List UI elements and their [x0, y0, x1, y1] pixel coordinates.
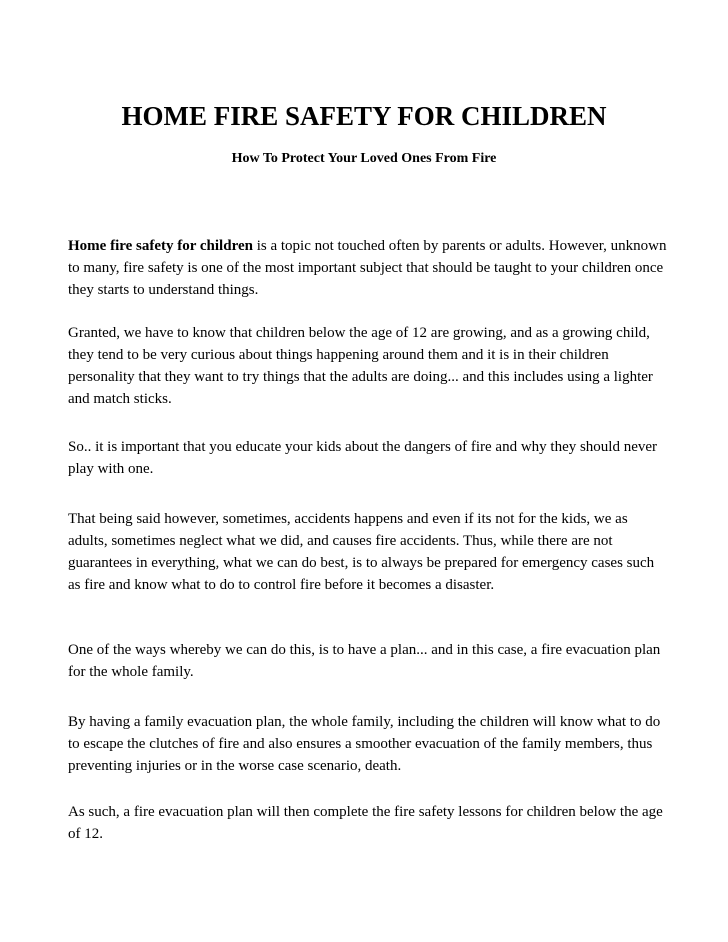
paragraph: Granted, we have to know that children below the age of 12 are growing, and as a growing child, they tend to be very curious about things happening around them and it is in their children personality that they want to try things that the adults are doing... and this includes using a lighter and match sticks. — [68, 325, 653, 407]
intro-text: is a topic not touched often by parents or adults. However, unknown to many, fire safety is one of the most important subject that should be taught to your children once they starts to understand things. — [68, 238, 667, 298]
paragraph: As such, a fire evacuation plan will then complete the fire safety lessons for children below the age of 12. — [68, 804, 663, 842]
intro-bold-lead: Home fire safety for children — [68, 238, 253, 254]
paragraph: By having a family evacuation plan, the whole family, including the children will know what to do to escape the clutches of fire and also ensures a smoother evacuation of the family members, thus preventing injuries or in the worse case scenario, death. — [68, 714, 661, 774]
paragraph: So.. it is important that you educate your kids about the dangers of fire and why they should never play with one. — [68, 439, 658, 477]
paragraph-intro — [68, 235, 668, 301]
page-subtitle: How To Protect Your Loved Ones From Fire — [231, 151, 497, 166]
paragraph: One of the ways whereby we can do this, is to have a plan... and in this case, a fire evacuation plan for the whole family. — [68, 642, 661, 680]
page-title: HOME FIRE SAFETY FOR CHILDREN — [121, 101, 607, 131]
paragraph: That being said however, sometimes, accidents happens and even if its not for the kids, we as adults, sometimes neglect what we did, and causes fire accidents. Thus, while there are not guarantees in everything, what we can do best, is to always be prepared for emergency cases such as fire and know what to do to control fire before it becomes a disaster. — [68, 511, 655, 593]
